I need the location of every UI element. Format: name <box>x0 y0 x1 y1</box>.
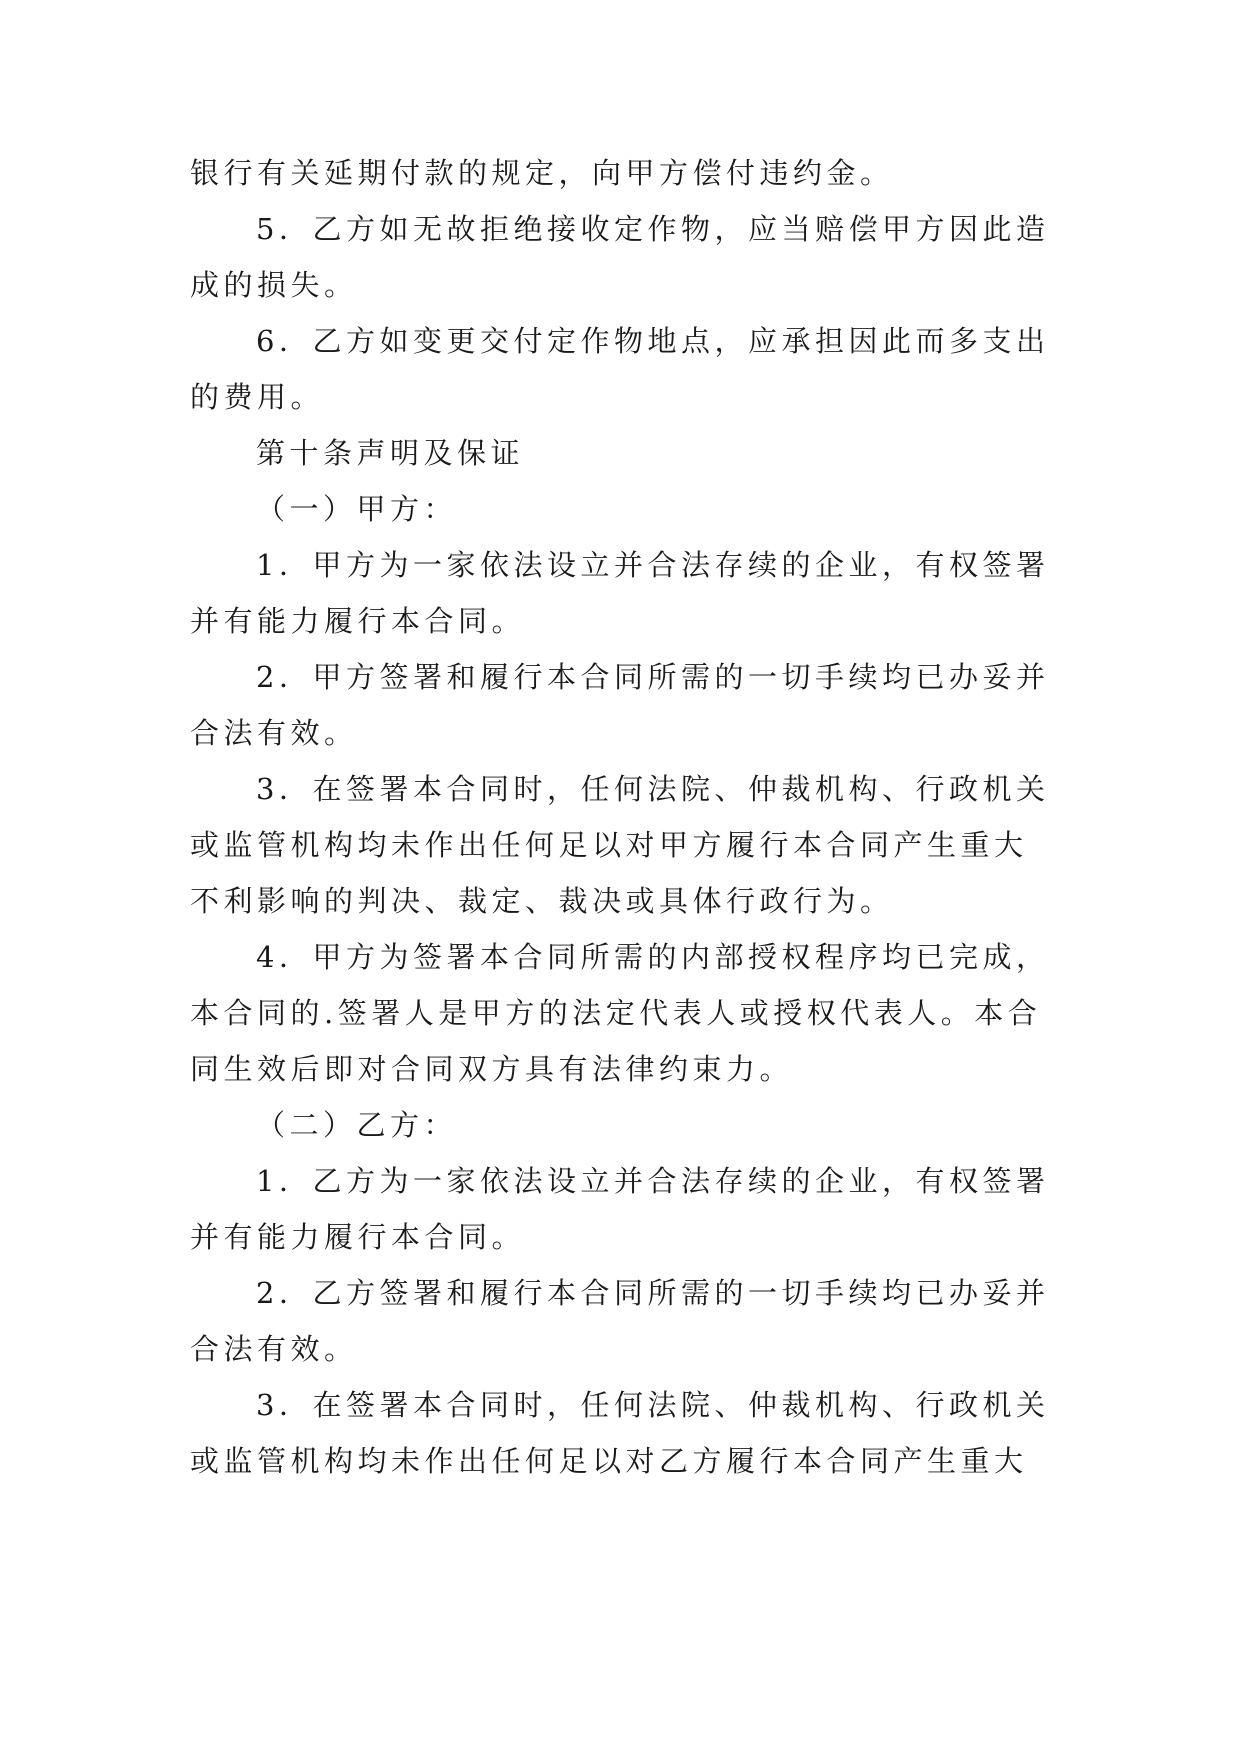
text-line: 合法有效。 <box>190 716 358 750</box>
subsection-heading: （一）甲方： <box>256 492 458 526</box>
text-line: 3．在签署本合同时，任何法院、仲裁机构、行政机关 <box>256 772 1050 806</box>
text-line: 的费用。 <box>190 380 325 414</box>
text-line: 1．甲方为一家依法设立并合法存续的企业，有权签署 <box>256 548 1050 582</box>
text-line: 或监管机构均未作出任何足以对甲方履行本合同产生重大 <box>190 828 1028 862</box>
text-line: 并有能力履行本合同。 <box>190 604 526 638</box>
text-line: 或监管机构均未作出任何足以对乙方履行本合同产生重大 <box>190 1444 1028 1478</box>
text-line: 2．甲方签署和履行本合同所需的一切手续均已办妥并 <box>256 660 1050 694</box>
document-body <box>190 145 1050 1489</box>
text-line: 并有能力履行本合同。 <box>190 1220 526 1254</box>
subsection-heading: （二）乙方： <box>256 1108 458 1142</box>
text-line: 4．甲方为签署本合同所需的内部授权程序均已完成， <box>256 940 1050 974</box>
text-line: 5．乙方如无故拒绝接收定作物，应当赔偿甲方因此造 <box>256 212 1050 246</box>
text-line: 不利影响的判决、裁定、裁决或具体行政行为。 <box>190 884 894 918</box>
text-line: 成的损失。 <box>190 268 358 302</box>
text-line: 3．在签署本合同时，任何法院、仲裁机构、行政机关 <box>256 1388 1050 1422</box>
section-heading: 第十条声明及保证 <box>256 436 525 470</box>
text-line: 合法有效。 <box>190 1332 358 1366</box>
text-line: 同生效后即对合同双方具有法律约束力。 <box>190 1052 794 1086</box>
text-line: 2．乙方签署和履行本合同所需的一切手续均已办妥并 <box>256 1276 1050 1310</box>
text-line: 本合同的.签署人是甲方的法定代表人或授权代表人。本合 <box>190 996 1042 1030</box>
text-line: 银行有关延期付款的规定，向甲方偿付违约金。 <box>190 156 894 190</box>
text-line: 6．乙方如变更交付定作物地点，应承担因此而多支出 <box>256 324 1050 358</box>
text-line: 1．乙方为一家依法设立并合法存续的企业，有权签署 <box>256 1164 1050 1198</box>
